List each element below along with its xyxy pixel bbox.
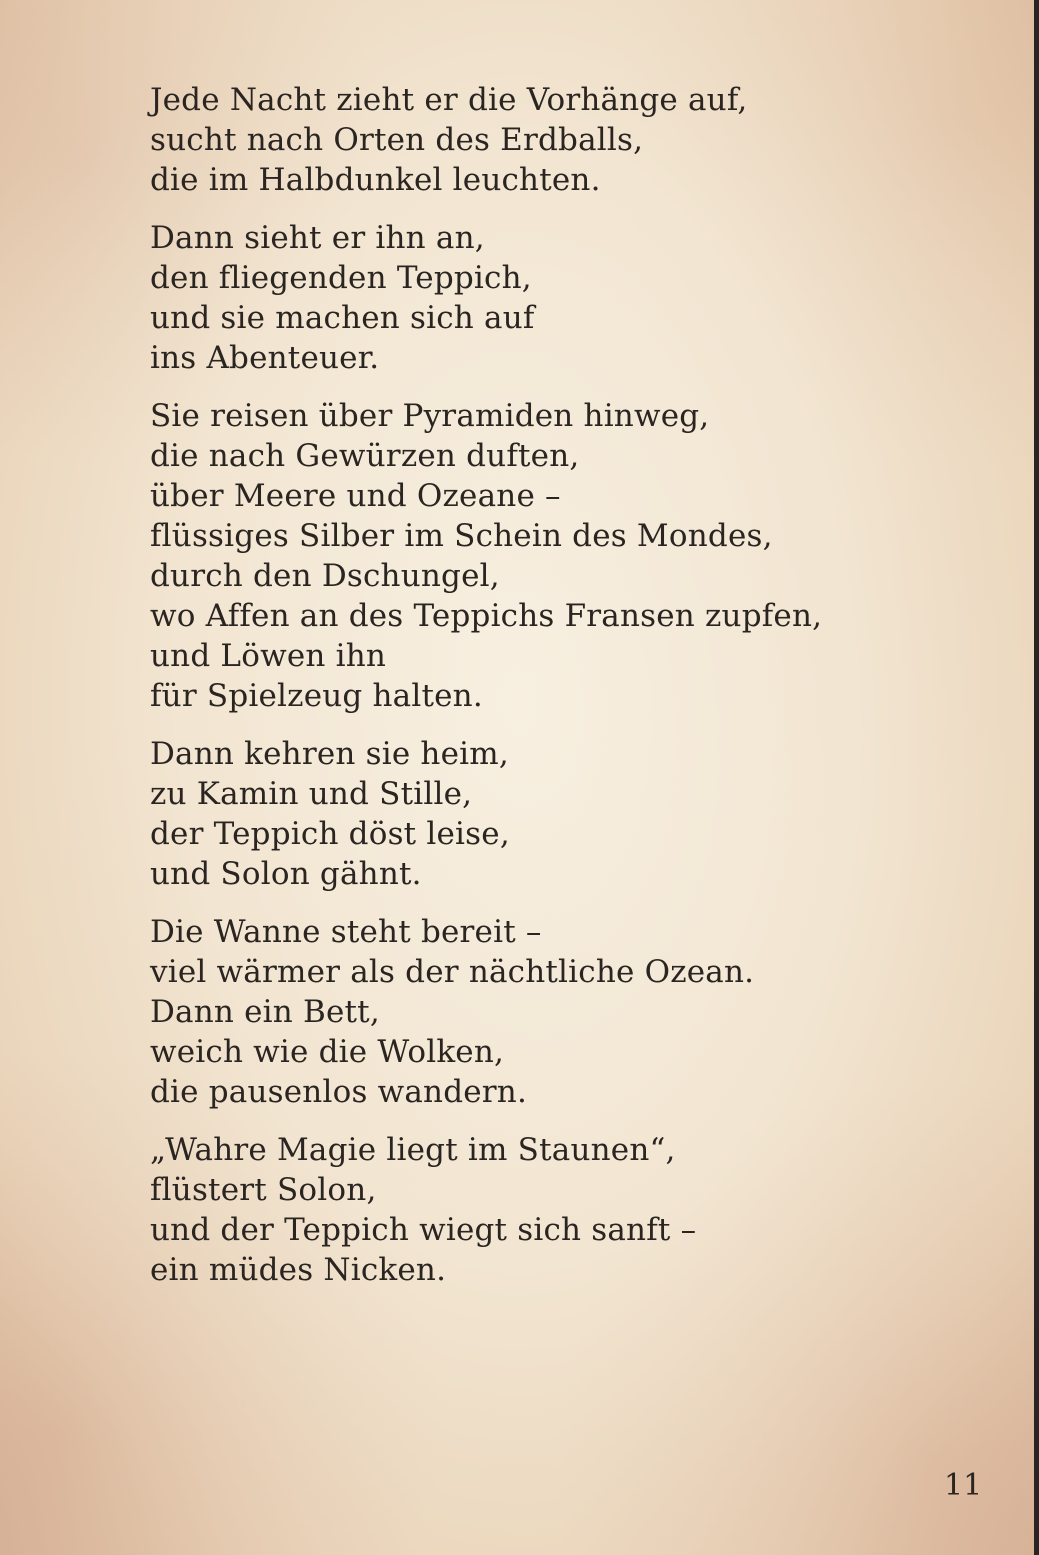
poem-line: zu Kamin und Stille,: [150, 776, 473, 812]
stanza-2: [150, 218, 990, 378]
poem-line: weich wie die Wolken,: [150, 1034, 505, 1070]
poem-line: und der Teppich wiegt sich sanft –: [150, 1212, 697, 1248]
poem-line: durch den Dschungel,: [150, 558, 500, 594]
poem-line: die nach Gewürzen duften,: [150, 438, 580, 474]
poem-line: ein müdes Nicken.: [150, 1252, 447, 1288]
poem-line: die im Halbdunkel leuchten.: [150, 162, 601, 198]
stanza-3: [150, 396, 990, 716]
poem-line: für Spielzeug halten.: [150, 678, 483, 714]
poem-line: Dann ein Bett,: [150, 994, 380, 1030]
poem-line: viel wärmer als der nächtliche Ozean.: [150, 954, 755, 990]
poem-line: und sie machen sich auf: [150, 300, 535, 336]
poem-line: Dann sieht er ihn an,: [150, 220, 485, 256]
page-number: 11: [944, 1468, 983, 1503]
poem-line: Die Wanne steht bereit –: [150, 914, 542, 950]
poem-line: „Wahre Magie liegt im Staunen“,: [150, 1132, 676, 1168]
stanza-6: [150, 1130, 990, 1290]
stanza-4: [150, 734, 990, 894]
poem-line: die pausenlos wandern.: [150, 1074, 528, 1110]
page-edge-shadow: [1034, 0, 1039, 1555]
poem-line: ins Abenteuer.: [150, 340, 380, 376]
poem-line: und Löwen ihn: [150, 638, 387, 674]
poem: [150, 80, 990, 1308]
poem-line: sucht nach Orten des Erdballs,: [150, 122, 644, 158]
stanza-5: [150, 912, 990, 1112]
poem-line: den fliegenden Teppich,: [150, 260, 532, 296]
poem-line: Sie reisen über Pyramiden hinweg,: [150, 398, 710, 434]
poem-line: und Solon gähnt.: [150, 856, 422, 892]
poem-line: wo Affen an des Teppichs Fransen zupfen,: [150, 598, 823, 634]
poem-line: Dann kehren sie heim,: [150, 736, 509, 772]
poem-line: Jede Nacht zieht er die Vorhänge auf,: [150, 82, 748, 118]
poem-line: der Teppich döst leise,: [150, 816, 510, 852]
poem-line: flüssiges Silber im Schein des Mondes,: [150, 518, 773, 554]
poem-line: über Meere und Ozeane –: [150, 478, 561, 514]
poem-line: flüstert Solon,: [150, 1172, 377, 1208]
stanza-1: [150, 80, 990, 200]
